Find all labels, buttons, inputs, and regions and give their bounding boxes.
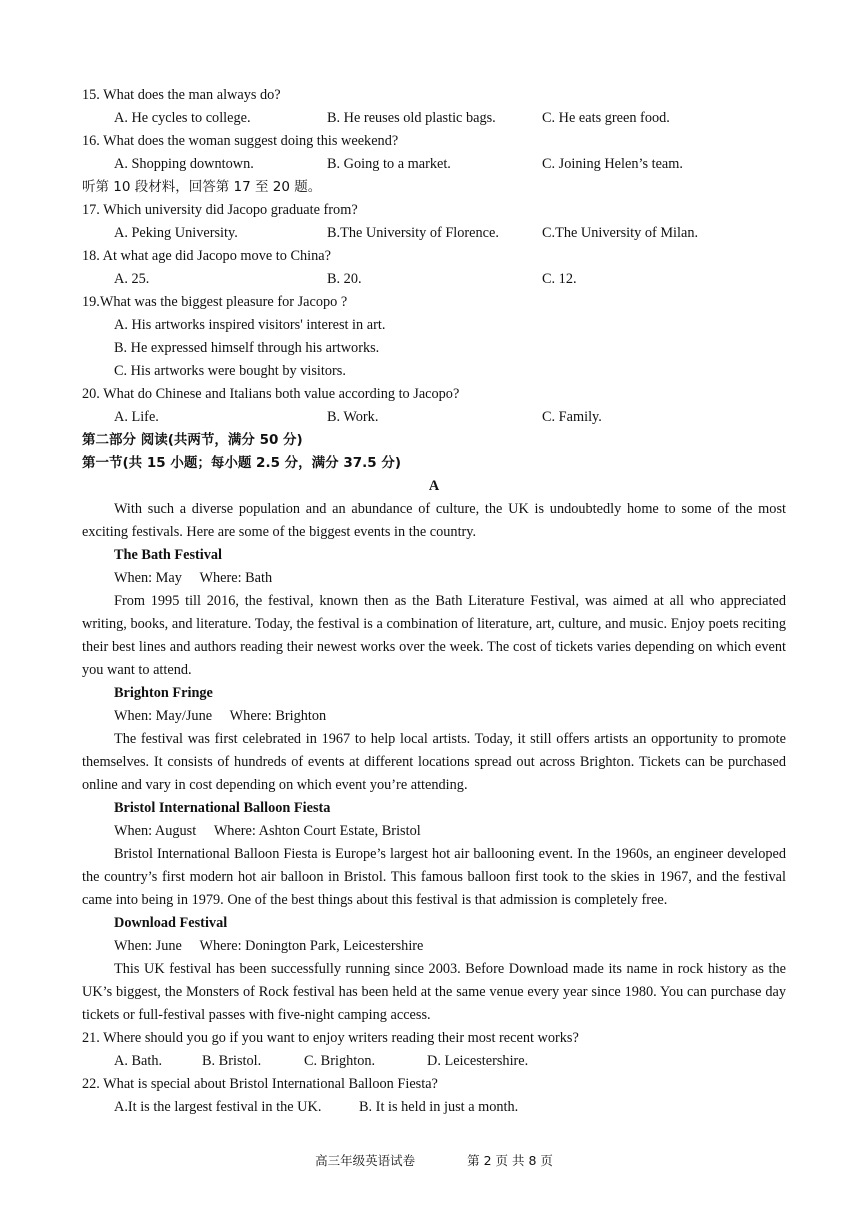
option-19c: C. His artworks were bought by visitors. bbox=[114, 363, 346, 379]
option-19b: B. He expressed himself through his artworks. bbox=[114, 340, 380, 356]
option-21c: C. Brighton. bbox=[304, 1053, 376, 1069]
question-22: 22. What is special about Bristol International Balloon Fiesta? bbox=[82, 1076, 438, 1092]
question-21: 21. Where should you go if you want to enjoy writers reading their most recent works? bbox=[82, 1030, 579, 1046]
option-18a: A. 25. bbox=[114, 271, 150, 287]
option-20c: C. Family. bbox=[542, 409, 602, 425]
options-21 bbox=[82, 1050, 786, 1073]
question-20: 20. What do Chinese and Italians both value according to Jacopo? bbox=[82, 386, 460, 402]
option-21d: D. Leicestershire. bbox=[427, 1053, 529, 1069]
footer-exam-title: 高三年级英语试卷 bbox=[315, 1153, 416, 1168]
option-17c: C.The University of Milan. bbox=[542, 225, 699, 241]
option-15c: C. He eats green food. bbox=[542, 110, 670, 126]
festival-name-bath: The Bath Festival bbox=[114, 547, 223, 563]
page-content bbox=[82, 84, 786, 1119]
option-20b: B. Work. bbox=[327, 409, 379, 425]
festival-when-brighton: When: May/June Where: Brighton bbox=[114, 708, 327, 724]
page-footer bbox=[0, 1151, 868, 1169]
option-21a: A. Bath. bbox=[114, 1053, 163, 1069]
material-note: 听第 10 段材料，回答第 17 至 20 题。 bbox=[82, 179, 322, 195]
festival-name-bristol: Bristol International Balloon Fiesta bbox=[114, 800, 331, 816]
question-15: 15. What does the man always do? bbox=[82, 87, 281, 103]
passage-label: A bbox=[428, 478, 440, 494]
footer-page-number: 第 2 页 共 8 页 bbox=[467, 1153, 553, 1168]
festival-desc-brighton: The festival was first celebrated in 1967 to help local artists. Today, it still offers artists an opportunity to promote themselves. It consists of hundreds of events at different locations spread out across Brighton. Tickets can be purchased online and vary in cost depending on which event you’re attending. bbox=[82, 731, 786, 793]
option-16b: B. Going to a market. bbox=[327, 156, 451, 172]
question-19: 19.What was the biggest pleasure for Jacopo ? bbox=[82, 294, 348, 310]
option-20a: A. Life. bbox=[114, 409, 159, 425]
option-16a: A. Shopping downtown. bbox=[114, 156, 254, 172]
option-22b: B. It is held in just a month. bbox=[359, 1099, 519, 1115]
question-17: 17. Which university did Jacopo graduate from? bbox=[82, 202, 358, 218]
festival-desc-download: This UK festival has been successfully running since 2003. Before Download made its name in rock history as the UK’s biggest, the Monsters of Rock festival has been held at the same venue every year since 1980. You can purchase day tickets or full-festival passes with five-night camping access. bbox=[82, 961, 786, 1023]
festival-name-brighton: Brighton Fringe bbox=[114, 685, 213, 701]
option-16c: C. Joining Helen’s team. bbox=[542, 156, 683, 172]
festival-desc-bath: From 1995 till 2016, the festival, known then as the Bath Literature Festival, was aimed at all who appreciated writing, books, and literature. Today, the festival is a combination of literature, art, culture, and music. Enjoy poets reciting their best lines and authors reading their newest works over the week. The cost of tickets varies depending on which event you want to attend. bbox=[82, 593, 786, 678]
option-18c: C. 12. bbox=[542, 271, 577, 287]
option-19a: A. His artworks inspired visitors' interest in art. bbox=[114, 317, 386, 333]
option-17a: A. Peking University. bbox=[114, 225, 238, 241]
festival-when-download: When: June Where: Donington Park, Leicestershire bbox=[114, 938, 424, 954]
options-22 bbox=[82, 1096, 786, 1119]
section1-title: 第一节(共 15 小题；每小题 2.5 分，满分 37.5 分) bbox=[82, 455, 402, 471]
passage-intro: With such a diverse population and an abundance of culture, the UK is undoubtedly home to some of the most exciting festivals. Here are some of the biggest events in the country. bbox=[82, 501, 786, 540]
festival-when-bath: When: May Where: Bath bbox=[114, 570, 273, 586]
option-15b: B. He reuses old plastic bags. bbox=[327, 110, 496, 126]
option-18b: B. 20. bbox=[327, 271, 362, 287]
part2-title: 第二部分 阅读(共两节，满分 50 分) bbox=[82, 432, 303, 448]
option-17b: B.The University of Florence. bbox=[327, 225, 499, 241]
options-20 bbox=[82, 406, 786, 429]
option-22a: A.It is the largest festival in the UK. bbox=[114, 1099, 322, 1115]
option-15a: A. He cycles to college. bbox=[114, 110, 251, 126]
options-15 bbox=[82, 107, 786, 130]
option-21b: B. Bristol. bbox=[202, 1053, 262, 1069]
festival-when-bristol: When: August Where: Ashton Court Estate, Bristol bbox=[114, 823, 421, 839]
question-16: 16. What does the woman suggest doing this weekend? bbox=[82, 133, 399, 149]
options-18 bbox=[82, 268, 786, 291]
festival-name-download: Download Festival bbox=[114, 915, 228, 931]
question-18: 18. At what age did Jacopo move to China? bbox=[82, 248, 331, 264]
options-17 bbox=[82, 222, 786, 245]
festival-desc-bristol: Bristol International Balloon Fiesta is Europe’s largest hot air ballooning event. In the 1960s, an engineer developed the country’s first modern hot air balloon in Bristol. This famous balloon first took to the skies in 1967, and the festival came into being in 1979. One of the best things about this festival is that admission is completely free. bbox=[82, 846, 786, 908]
options-16 bbox=[82, 153, 786, 176]
